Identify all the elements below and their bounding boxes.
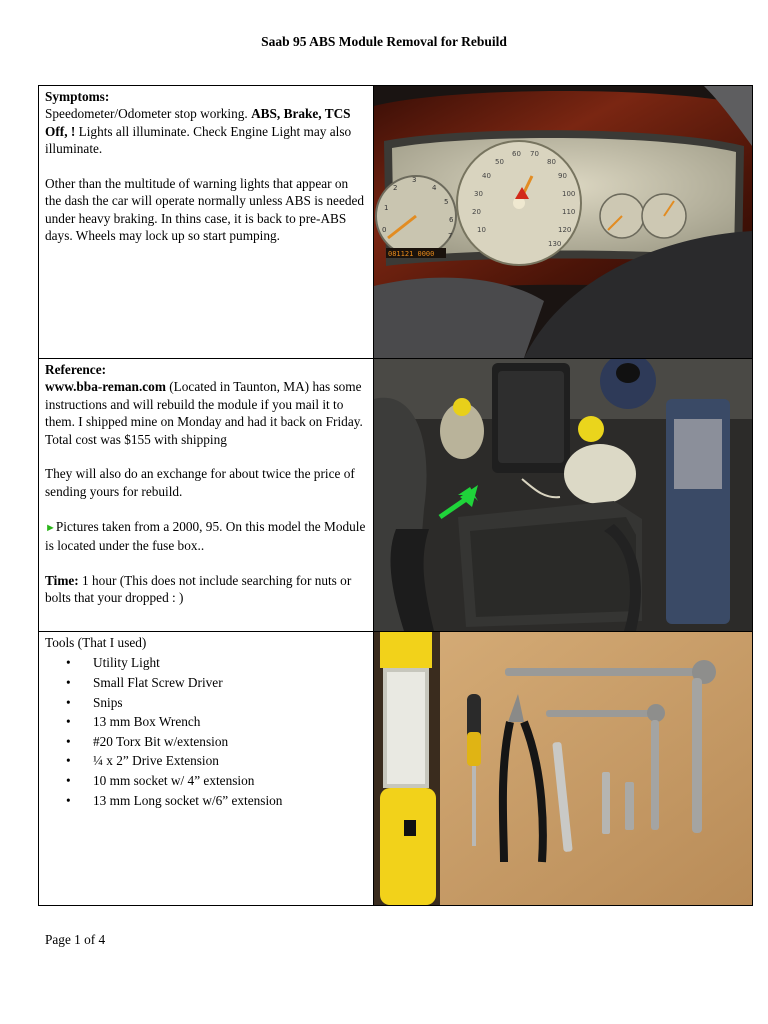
time-label: Time: xyxy=(45,572,79,588)
svg-text:0: 0 xyxy=(382,226,387,234)
symptoms-paragraph-1: Speedometer/Odometer stop working. ABS, Brake, TCS Off, ! Lights all illuminate. Check Engine Light may also illuminate. xyxy=(45,106,352,157)
svg-text:6: 6 xyxy=(449,216,454,224)
engine-bay-photo-cell xyxy=(374,359,753,632)
reference-row xyxy=(39,359,753,632)
list-item: • Snips xyxy=(45,693,367,713)
tools-photo-cell xyxy=(374,632,753,906)
svg-text:30: 30 xyxy=(474,190,483,198)
svg-text:4: 4 xyxy=(432,184,437,192)
dashboard-photo xyxy=(374,86,752,358)
green-arrow-icon: ► xyxy=(45,521,56,534)
svg-text:3: 3 xyxy=(412,176,417,184)
reference-paragraph-2: They will also do an exchange for about twice the price of sending yours for rebuild. xyxy=(45,466,355,499)
svg-text:40: 40 xyxy=(482,172,491,180)
list-item: • Utility Light xyxy=(45,653,367,673)
tools-list xyxy=(45,653,367,810)
tools-heading: Tools (That I used) xyxy=(45,635,147,650)
page-number: Page 1 of 4 xyxy=(45,932,106,947)
time-paragraph: Time: 1 hour (This does not include searching for nuts or bolts that your dropped : ) xyxy=(45,572,352,606)
tools-cell xyxy=(39,632,374,906)
symptoms-row xyxy=(39,86,753,359)
engine-bay-photo xyxy=(374,359,752,631)
document-title: Saab 95 ABS Module Removal for Rebuild xyxy=(261,34,507,49)
svg-text:110: 110 xyxy=(562,208,576,216)
content-table xyxy=(38,85,753,906)
tools-photo xyxy=(374,632,752,905)
svg-text:90: 90 xyxy=(558,172,567,180)
list-item: • #20 Torx Bit w/extension xyxy=(45,732,367,752)
svg-text:5: 5 xyxy=(444,198,449,206)
svg-text:20: 20 xyxy=(472,208,481,216)
svg-text:2: 2 xyxy=(393,184,398,192)
symptoms-paragraph-2: Other than the multitude of warning lights that appear on the dash the car will operate normally unless ABS is needed under heavy braking. In thins case, it is back to pre-ABS days. Wheels may lock up so start pumping. xyxy=(45,176,365,244)
reference-heading: Reference: xyxy=(45,362,107,377)
list-item: • 13 mm Long socket w/6” extension xyxy=(45,791,367,811)
list-item: • Small Flat Screw Driver xyxy=(45,673,367,693)
list-item: • 13 mm Box Wrench xyxy=(45,712,367,732)
reference-paragraph-3: ►Pictures taken from a 2000, 95. On this model the Module is located under the fuse box.. xyxy=(45,518,366,554)
list-item: • 10 mm socket w/ 4” extension xyxy=(45,771,367,791)
svg-text:60: 60 xyxy=(512,150,521,158)
reference-cell xyxy=(39,359,374,632)
symptoms-cell xyxy=(39,86,374,359)
reference-link[interactable]: www.bba-reman.com xyxy=(45,379,166,395)
odometer-readout: 081121 0000 xyxy=(388,250,435,258)
list-item: • ¼ x 2” Drive Extension xyxy=(45,751,367,771)
svg-text:130: 130 xyxy=(548,240,562,248)
svg-text:7: 7 xyxy=(448,232,453,240)
svg-text:120: 120 xyxy=(558,226,572,234)
svg-text:1: 1 xyxy=(384,204,389,212)
reference-paragraph-1: www.bba-reman.com (Located in Taunton, MA) has some instructions and will rebuild the module if you mail it to them. I shipped mine on Monday and had it back on Friday. Total cost was $155 with shipping xyxy=(45,379,363,447)
symptoms-heading: Symptoms: xyxy=(45,89,110,104)
svg-text:80: 80 xyxy=(547,158,556,166)
tools-row xyxy=(39,632,753,906)
dashboard-photo-cell xyxy=(374,86,753,359)
svg-text:100: 100 xyxy=(562,190,576,198)
svg-text:50: 50 xyxy=(495,158,504,166)
svg-text:10: 10 xyxy=(477,226,486,234)
svg-text:70: 70 xyxy=(530,150,539,158)
